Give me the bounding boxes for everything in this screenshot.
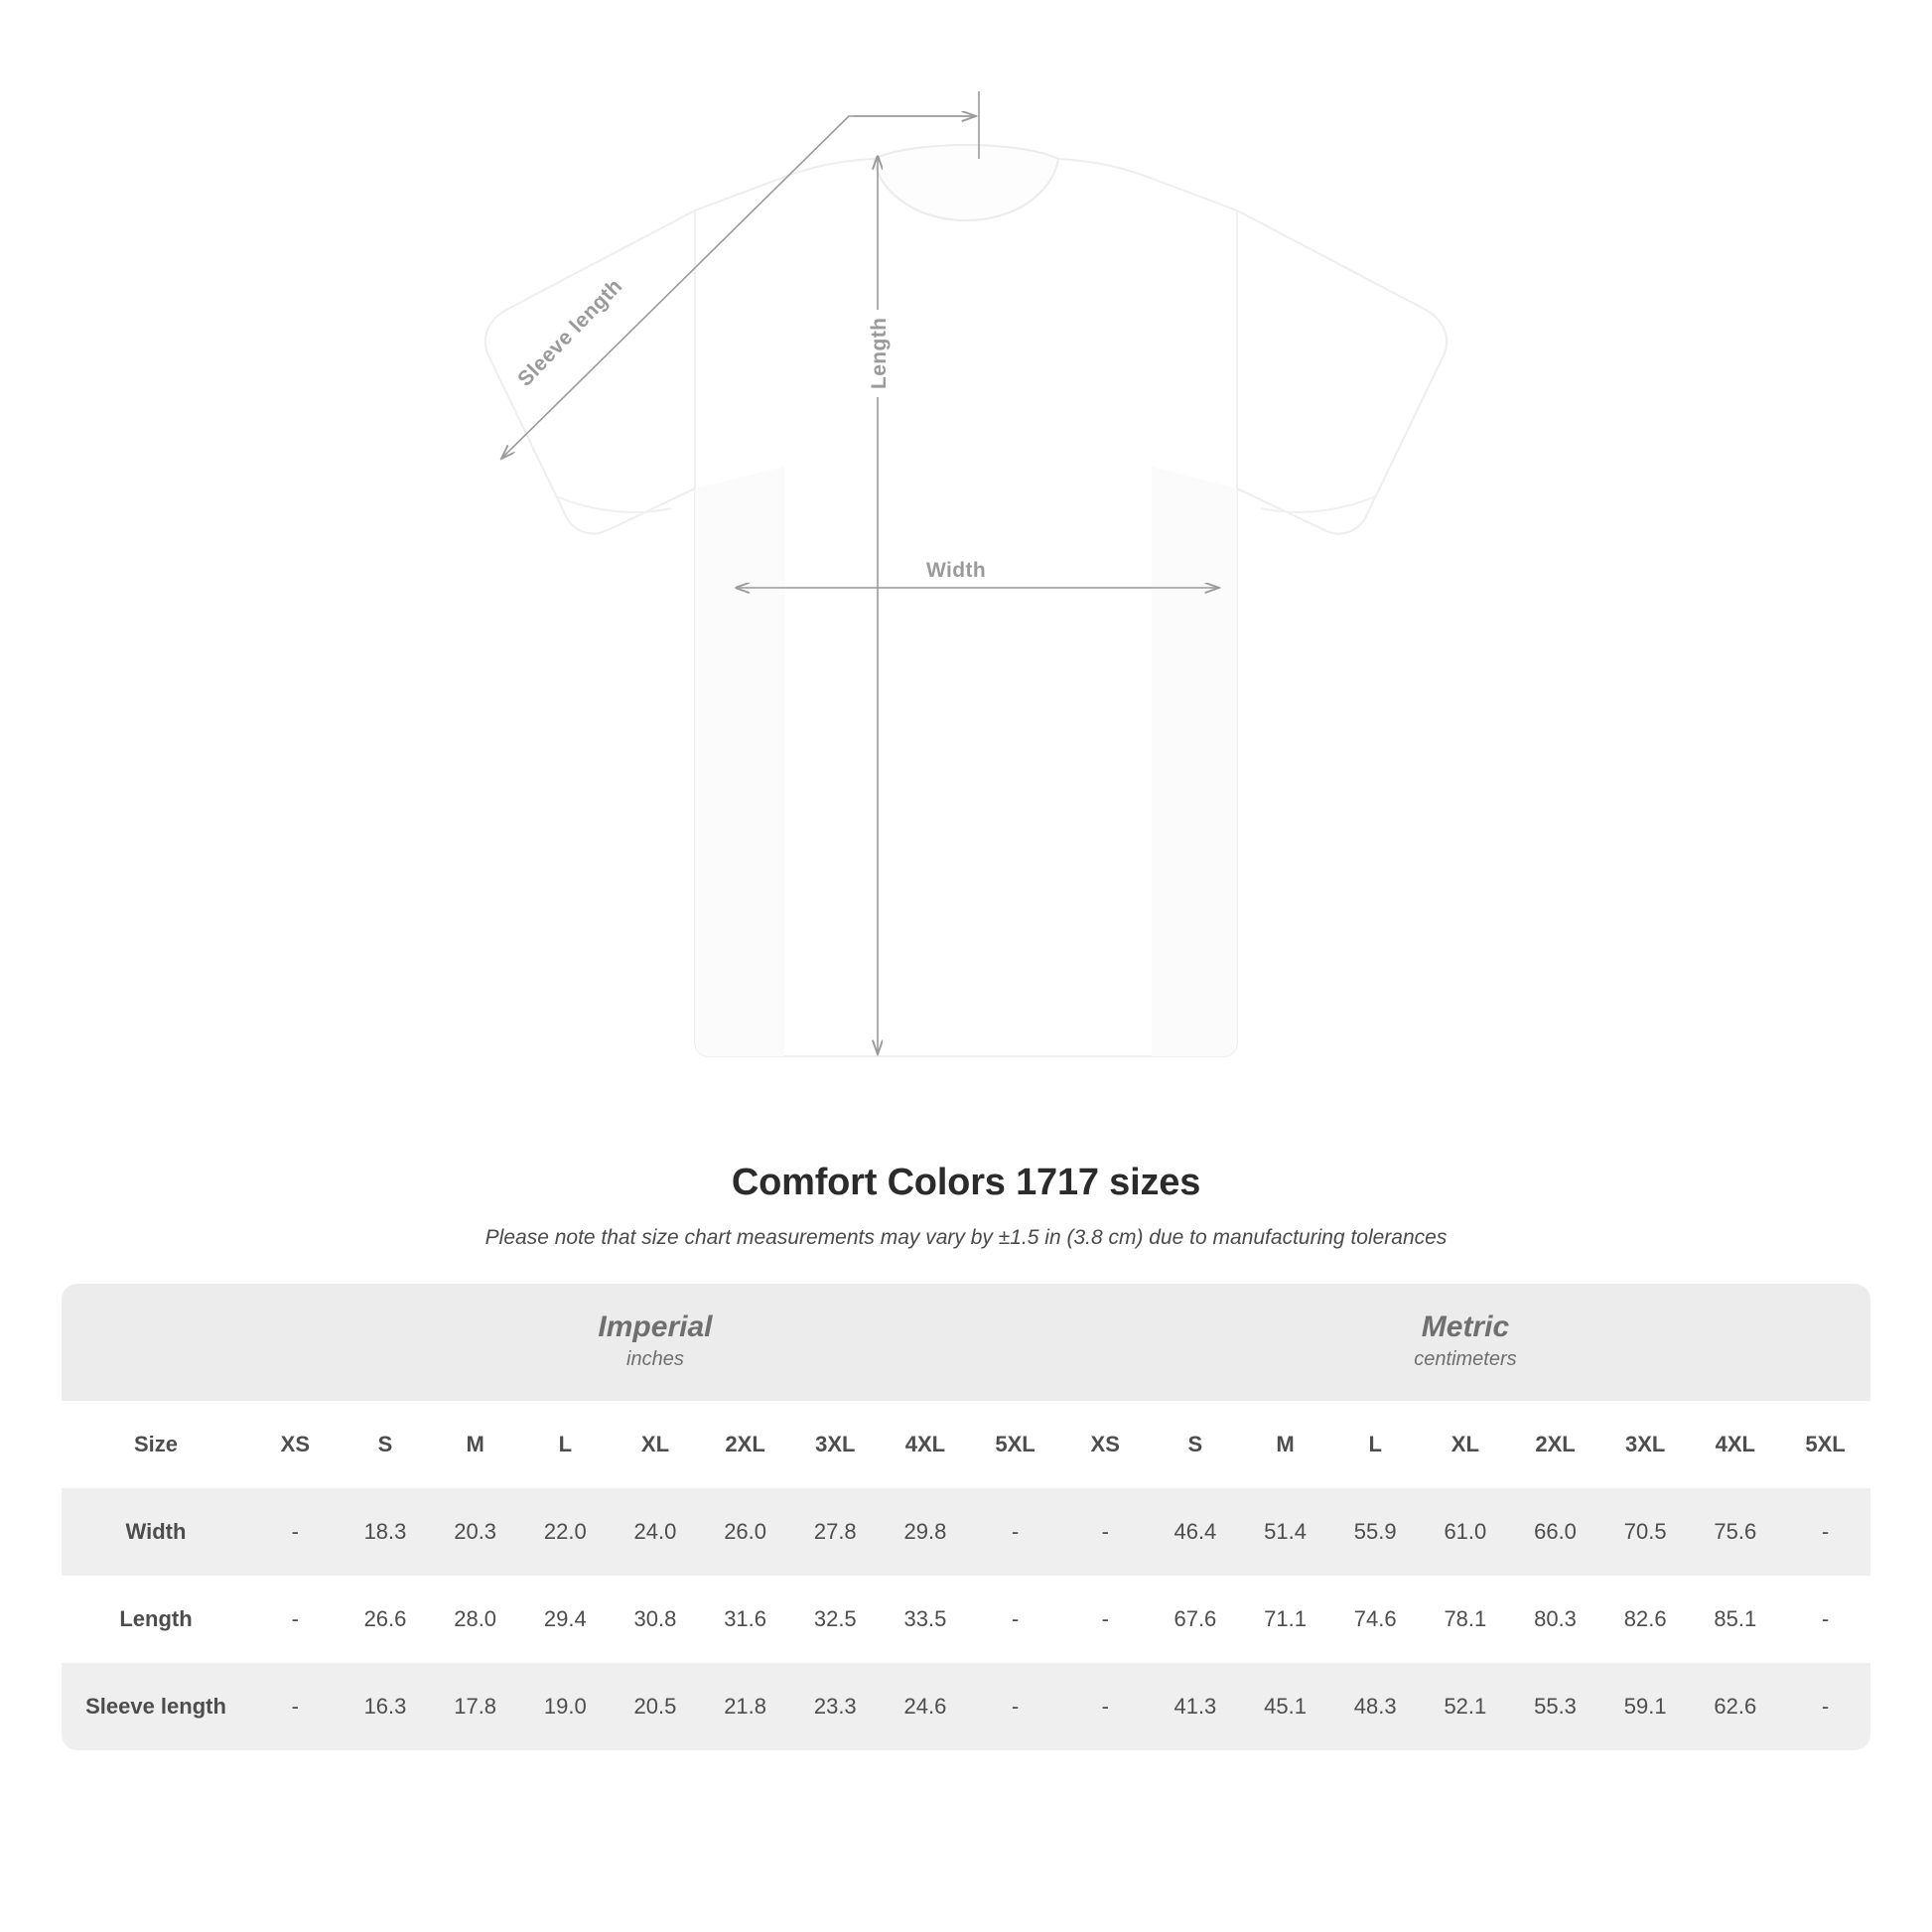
- cell-length-metric-4xl: 85.1: [1691, 1576, 1781, 1663]
- cell-length-imperial-4xl: 33.5: [881, 1576, 971, 1663]
- cell-length-metric-xs: -: [1060, 1576, 1151, 1663]
- tshirt-shape: [485, 145, 1447, 1056]
- cell-width-metric-3xl: 70.5: [1600, 1488, 1691, 1576]
- cell-sleeve-imperial-l: 19.0: [520, 1663, 611, 1750]
- cell-width-imperial-3xl: 27.8: [790, 1488, 881, 1576]
- cell-width-imperial-xl: 24.0: [611, 1488, 701, 1576]
- cell-sleeve-metric-4xl: 62.6: [1691, 1663, 1781, 1750]
- cell-length-imperial-xs: -: [250, 1576, 341, 1663]
- size-table: [62, 1284, 1870, 1750]
- cell-width-imperial-2xl: 26.0: [700, 1488, 790, 1576]
- cell-sleeve-metric-s: 41.3: [1151, 1663, 1241, 1750]
- cell-length-metric-xl: 78.1: [1421, 1576, 1511, 1663]
- cell-length-metric-3xl: 82.6: [1600, 1576, 1691, 1663]
- cell-sleeve-imperial-4xl: 24.6: [881, 1663, 971, 1750]
- cell-length-metric-m: 71.1: [1240, 1576, 1330, 1663]
- row-label-sleeve-length: Sleeve length: [62, 1663, 250, 1750]
- cell-sleeve-imperial-xl: 20.5: [611, 1663, 701, 1750]
- size-header-imperial-4xl: 4XL: [881, 1401, 971, 1488]
- row-label-width: Width: [62, 1488, 250, 1576]
- unit-header-spacer: [62, 1284, 250, 1401]
- cell-length-imperial-3xl: 32.5: [790, 1576, 881, 1663]
- cell-width-metric-m: 51.4: [1240, 1488, 1330, 1576]
- cell-width-metric-xl: 61.0: [1421, 1488, 1511, 1576]
- cell-width-metric-s: 46.4: [1151, 1488, 1241, 1576]
- size-header-imperial-3xl: 3XL: [790, 1401, 881, 1488]
- table-row: [62, 1488, 1870, 1576]
- cell-sleeve-metric-5xl: -: [1780, 1663, 1870, 1750]
- cell-width-imperial-5xl: -: [970, 1488, 1060, 1576]
- cell-sleeve-imperial-2xl: 21.8: [700, 1663, 790, 1750]
- cell-sleeve-imperial-xs: -: [250, 1663, 341, 1750]
- sleeve-length-label: Sleeve length: [509, 270, 631, 395]
- cell-sleeve-imperial-3xl: 23.3: [790, 1663, 881, 1750]
- size-header-metric-2xl: 2XL: [1510, 1401, 1600, 1488]
- cell-length-metric-l: 74.6: [1330, 1576, 1421, 1663]
- row-label-length: Length: [62, 1576, 250, 1663]
- cell-length-metric-s: 67.6: [1151, 1576, 1241, 1663]
- size-header-imperial-xs: XS: [250, 1401, 341, 1488]
- size-header-label: Size: [62, 1401, 250, 1488]
- cell-sleeve-metric-m: 45.1: [1240, 1663, 1330, 1750]
- cell-width-imperial-l: 22.0: [520, 1488, 611, 1576]
- cell-width-imperial-m: 20.3: [430, 1488, 520, 1576]
- cell-length-imperial-5xl: -: [970, 1576, 1060, 1663]
- cell-width-metric-2xl: 66.0: [1510, 1488, 1600, 1576]
- cell-sleeve-metric-xs: -: [1060, 1663, 1151, 1750]
- cell-length-metric-5xl: -: [1780, 1576, 1870, 1663]
- cell-sleeve-imperial-s: 16.3: [341, 1663, 431, 1750]
- cell-width-metric-4xl: 75.6: [1691, 1488, 1781, 1576]
- unit-header-metric: [1060, 1284, 1870, 1401]
- cell-length-imperial-xl: 30.8: [611, 1576, 701, 1663]
- cell-sleeve-metric-xl: 52.1: [1421, 1663, 1511, 1750]
- size-header-metric-5xl: 5XL: [1780, 1401, 1870, 1488]
- size-header-imperial-xl: XL: [611, 1401, 701, 1488]
- tolerance-note: Please note that size chart measurements may vary by ±1.5 in (3.8 cm) due to manufacturing tolerances: [484, 1226, 1448, 1249]
- size-table-wrapper: [62, 1284, 1870, 1750]
- unit-sub-imperial: inches: [626, 1348, 684, 1371]
- size-header-metric-m: M: [1240, 1401, 1330, 1488]
- size-header-imperial-s: S: [341, 1401, 431, 1488]
- size-header-metric-3xl: 3XL: [1600, 1401, 1691, 1488]
- size-header-imperial-5xl: 5XL: [970, 1401, 1060, 1488]
- cell-sleeve-metric-3xl: 59.1: [1600, 1663, 1691, 1750]
- size-header-metric-xs: XS: [1060, 1401, 1151, 1488]
- size-header-metric-xl: XL: [1421, 1401, 1511, 1488]
- cell-width-imperial-s: 18.3: [341, 1488, 431, 1576]
- cell-sleeve-imperial-5xl: -: [970, 1663, 1060, 1750]
- table-row: [62, 1663, 1870, 1750]
- cell-width-metric-xs: -: [1060, 1488, 1151, 1576]
- size-header-imperial-l: L: [520, 1401, 611, 1488]
- size-header-imperial-2xl: 2XL: [700, 1401, 790, 1488]
- cell-length-metric-2xl: 80.3: [1510, 1576, 1600, 1663]
- unit-name-imperial: Imperial: [598, 1310, 713, 1343]
- cell-width-metric-l: 55.9: [1330, 1488, 1421, 1576]
- cell-sleeve-imperial-m: 17.8: [430, 1663, 520, 1750]
- cell-length-imperial-2xl: 31.6: [700, 1576, 790, 1663]
- cell-width-imperial-xs: -: [250, 1488, 341, 1576]
- cell-sleeve-metric-l: 48.3: [1330, 1663, 1421, 1750]
- width-label: Width: [918, 559, 994, 583]
- unit-header-imperial: [250, 1284, 1060, 1401]
- cell-length-imperial-l: 29.4: [520, 1576, 611, 1663]
- size-header-metric-s: S: [1151, 1401, 1241, 1488]
- size-header-imperial-m: M: [430, 1401, 520, 1488]
- unit-name-metric: Metric: [1421, 1310, 1510, 1343]
- page-title: Comfort Colors 1717 sizes: [731, 1162, 1201, 1203]
- table-row: [62, 1576, 1870, 1663]
- cell-sleeve-metric-2xl: 55.3: [1510, 1663, 1600, 1750]
- cell-length-imperial-s: 26.6: [341, 1576, 431, 1663]
- size-header-row: [62, 1401, 1870, 1488]
- cell-length-imperial-m: 28.0: [430, 1576, 520, 1663]
- cell-width-metric-5xl: -: [1780, 1488, 1870, 1576]
- unit-header-row: [62, 1284, 1870, 1401]
- cell-width-imperial-4xl: 29.8: [881, 1488, 971, 1576]
- size-header-metric-4xl: 4XL: [1691, 1401, 1781, 1488]
- unit-sub-metric: centimeters: [1414, 1348, 1517, 1371]
- size-header-metric-l: L: [1330, 1401, 1421, 1488]
- length-label: Length: [868, 310, 892, 397]
